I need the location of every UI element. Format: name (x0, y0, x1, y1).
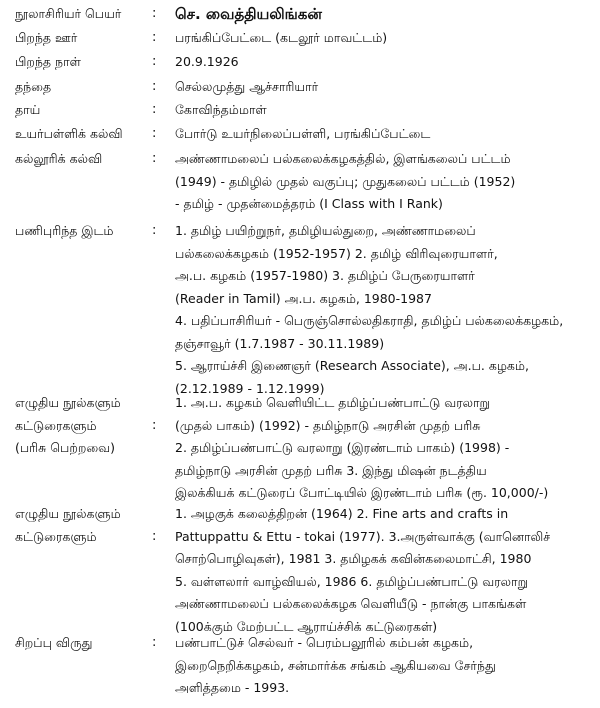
author-name-value: செ. வைத்தியலிங்கன் (175, 5, 322, 23)
field-value: அண்ணாமலைப் பல்கலைக்கழகத்தில், இளங்கலைப் பட்டம் (1949) - தமிழில் முதல் வகுப்பு; முதுகலைப் பட்டம் (1952) - தமிழ் - முதன்மைத்தரம் (I Class with I Rank) (175, 151, 516, 211)
field-value: 1. தமிழ் பயிற்றுநர், தமிழியல்துறை, அண்ணாமலைப் பல்கலைக்கழகம் (1952-1957) 2. தமிழ் விரிவுரையாளர், அ.ப. கழகம் (1957-1980) 3. தமிழ்ப் பேருரையாளர் (Reader in Tamil) அ.ப. கழகம், 1980-1987 4. பதிப்பாசிரியர் - பெருஞ்சொல்லதிகராதி, தமிழ்ப் பல்கலைக்கழகம், தஞ்சாவூர் (1.7.1987 - 30.11.1989) 5. ஆராய்ச்சி இணைஞர் (Research Associate), அ.ப. கழகம், (2.12.1989 - 1.12.1999) (175, 223, 564, 396)
field-value: 1. அழகுக் கலைத்திறன் (1964) 2. Fine arts and crafts in Pattuppattu & Ettu - tokai (1977). 3.அருள்வாக்கு (வானொலிச் சொற்பொழிவுகள்), 1981 3. தமிழகக் கவின்கலைமாட்சி, 1980 5. வள்ளலார் வாழ்வியல், 1986 6. தமிழ்ப்பண்பாட்டு வரலாறு அண்ணாமலைப் பல்கலைக்கழக வெளியீடு - நான்கு பாகங்கள் (100க்கும் மேற்பட்ட ஆராய்ச்சிக் கட்டுரைகள்) (175, 506, 551, 634)
field-value: 1. அ.ப. கழகம் வெளியிட்ட தமிழ்ப்பண்பாட்டு வரலாறு (முதல் பாகம்) (1992) - தமிழ்நாடு அரசின் முதற் பரிசு 2. தமிழ்ப்பண்பாட்டு வரலாறு (இரண்டாம் பாகம்) (1998) - தமிழ்நாடு அரசின் முதற் பரிசு 3. இந்து மிஷன் நடத்திய இலக்கியக் கட்டுரைப் போட்டியில் இரண்டாம் பரிசு (ரூ. 10,000/-) (175, 395, 549, 500)
field-value: போர்டு உயர்நிலைப்பள்ளி, பரங்கிப்பேட்டை (175, 126, 431, 141)
separator-colon: : (152, 223, 157, 238)
field-label: பிறந்த நாள் (15, 54, 81, 69)
field-value: பரங்கிப்பேட்டை (கடலூர் மாவட்டம்) (175, 30, 388, 45)
field-value: பண்பாட்டுச் செல்வர் - பெரம்பலூரில் கம்பன் கழகம், இறைநெறிக்கழகம், சன்மார்க்க சங்கம் ஆகியவை சேர்ந்து அளித்தமை - 1993. (175, 635, 496, 695)
field-label: பணிபுரிந்த இடம் (15, 223, 114, 238)
field-label: எழுதிய நூல்களும் கட்டுரைகளும் (15, 506, 121, 544)
separator-colon: : (152, 635, 157, 650)
field-value: 20.9.1926 (175, 54, 239, 69)
field-value: செல்லமுத்து ஆச்சாரியார் (175, 79, 319, 94)
field-label: கல்லூரிக் கல்வி (15, 151, 103, 166)
separator-colon: : (152, 102, 157, 117)
field-label: பிறந்த ஊர் (15, 30, 78, 45)
separator-colon: : (152, 6, 157, 21)
field-label: தந்தை (15, 79, 52, 94)
field-label: நூலாசிரியர் பெயர் (15, 6, 122, 21)
separator-colon: : (152, 126, 157, 141)
field-label: எழுதிய நூல்களும் கட்டுரைகளும் (பரிசு பெற்றவை) (15, 395, 121, 455)
field-label: தாய் (15, 102, 41, 117)
field-label: சிறப்பு விருது (15, 635, 93, 650)
separator-colon: : (152, 54, 157, 69)
separator-colon: : (152, 417, 157, 433)
separator-colon: : (152, 79, 157, 94)
separator-colon: : (152, 30, 157, 45)
field-label: உயர்பள்ளிக் கல்வி (15, 126, 123, 141)
field-value: கோவிந்தம்மாள் (175, 102, 267, 117)
separator-colon: : (152, 528, 157, 544)
separator-colon: : (152, 151, 157, 166)
